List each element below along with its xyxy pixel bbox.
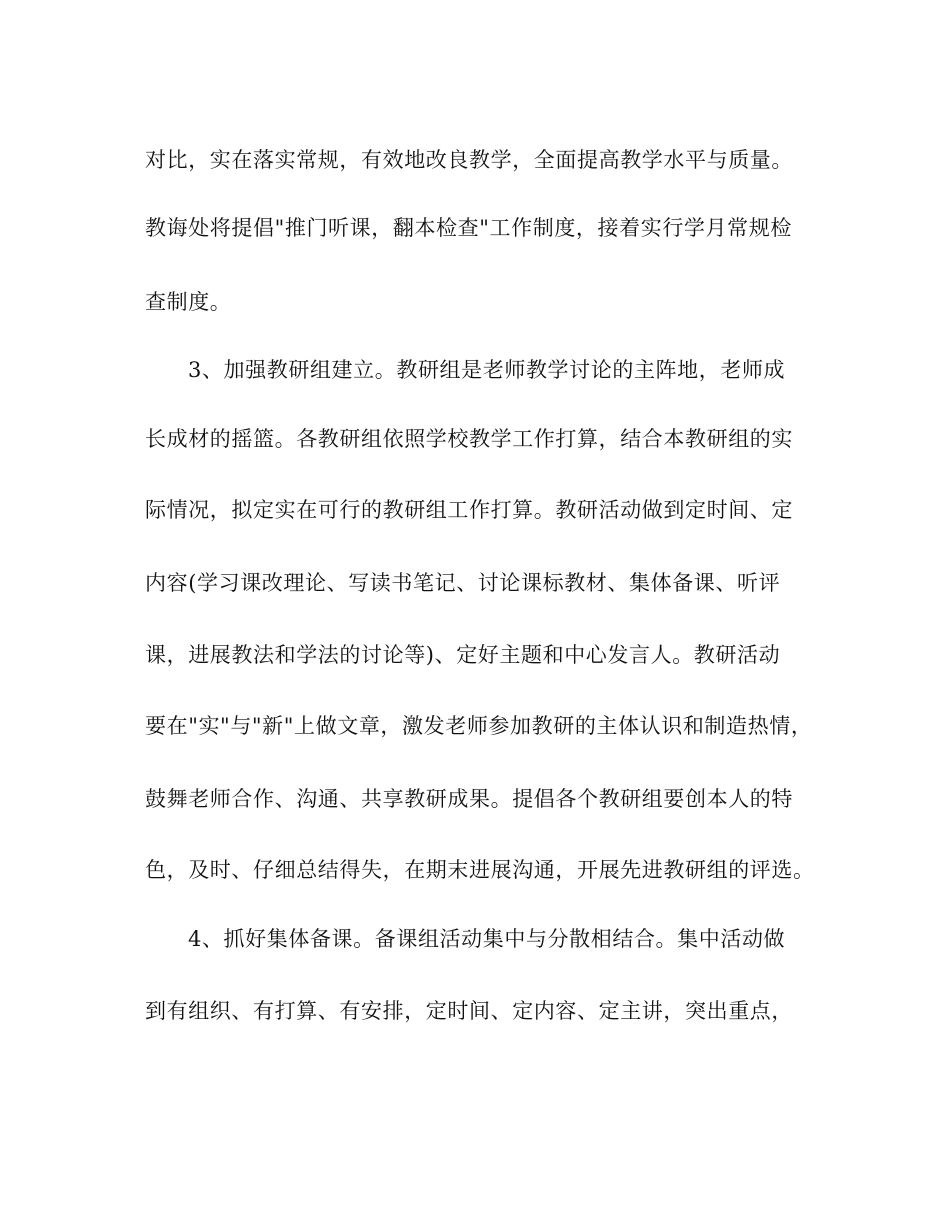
- text-line: 课，进展教法和学法的讨论等)、定好主题和中心发言人。教研活动: [145, 643, 781, 667]
- text-line: 际情况，拟定实在可行的教研组工作打算。教研活动做到定时间、定: [145, 498, 793, 522]
- text-line: 教诲处将提倡"推门听课，翻本检查"工作制度，接着实行学月常规检: [145, 216, 792, 240]
- text-line: 长成材的摇篮。各教研组依照学校教学工作打算，结合本教研组的实: [145, 427, 793, 451]
- text-line: 对比，实在落实常规，有效地改良教学，全面提高教学水平与质量。: [145, 148, 793, 172]
- paragraph-start-line: 4、抓好集体备课。备课组活动集中与分散相结合。集中活动做: [188, 927, 786, 951]
- text-line: 查制度。: [145, 290, 232, 314]
- paragraph-start-line: 3、加强教研组建立。教研组是老师教学讨论的主阵地，老师成: [188, 358, 786, 382]
- text-line: 要在"实"与"新"上做文章，激发老师参加教研的主体认识和制造热情，: [145, 714, 813, 738]
- text-line: 鼓舞老师合作、沟通、共享教研成果。提倡各个教研组要创本人的特: [145, 787, 793, 811]
- text-line: 内容(学习课改理论、写读书笔记、讨论课标教材、集体备课、听评: [145, 571, 781, 595]
- text-line: 到有组织、有打算、有安排，定时间、定内容、定主讲，突出重点，: [145, 999, 793, 1023]
- text-line: 色，及时、仔细总结得失，在期末进展沟通，开展先进教研组的评选。: [145, 858, 815, 882]
